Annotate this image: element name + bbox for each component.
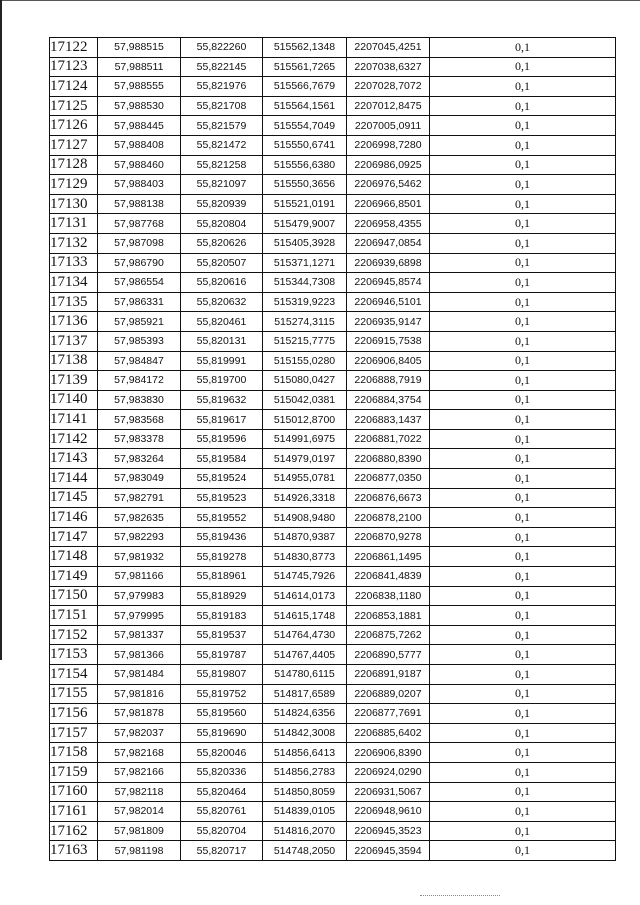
accuracy-cell: 0,1 [430, 802, 616, 822]
point-number-cell: 17135 [50, 292, 98, 312]
latitude-cell: 57,982118 [98, 782, 181, 802]
table-row [50, 38, 616, 58]
point-number-cell: 17130 [50, 194, 98, 214]
x-coordinate-cell: 515550,3656 [263, 175, 347, 195]
latitude-cell: 57,982791 [98, 488, 181, 508]
point-number-cell: 17139 [50, 371, 98, 391]
table-row [50, 782, 616, 802]
longitude-cell: 55,821097 [181, 175, 263, 195]
x-coordinate-cell: 514991,6975 [263, 429, 347, 449]
point-number-cell: 17148 [50, 547, 98, 567]
table-row [50, 292, 616, 312]
point-number-cell: 17142 [50, 429, 98, 449]
x-coordinate-cell: 515080,0427 [263, 371, 347, 391]
y-coordinate-cell: 2206841,4839 [347, 567, 430, 587]
accuracy-cell: 0,1 [430, 488, 616, 508]
accuracy-cell: 0,1 [430, 625, 616, 645]
longitude-cell: 55,820507 [181, 253, 263, 273]
x-coordinate-cell: 514745,7926 [263, 567, 347, 587]
y-coordinate-cell: 2206877,0350 [347, 469, 430, 489]
latitude-cell: 57,983378 [98, 429, 181, 449]
point-number-cell: 17125 [50, 96, 98, 116]
longitude-cell: 55,819632 [181, 390, 263, 410]
accuracy-cell: 0,1 [430, 586, 616, 606]
table-row [50, 841, 616, 861]
latitude-cell: 57,988138 [98, 194, 181, 214]
latitude-cell: 57,981166 [98, 567, 181, 587]
coordinates-table [49, 37, 616, 861]
latitude-cell: 57,984172 [98, 371, 181, 391]
accuracy-cell: 0,1 [430, 547, 616, 567]
y-coordinate-cell: 2206876,6673 [347, 488, 430, 508]
x-coordinate-cell: 515274,3115 [263, 312, 347, 332]
longitude-cell: 55,821976 [181, 77, 263, 97]
scan-artifact [420, 893, 500, 896]
accuracy-cell: 0,1 [430, 704, 616, 724]
y-coordinate-cell: 2206906,8405 [347, 351, 430, 371]
table-row [50, 665, 616, 685]
table-row [50, 449, 616, 469]
longitude-cell: 55,819807 [181, 665, 263, 685]
x-coordinate-cell: 515405,3928 [263, 233, 347, 253]
longitude-cell: 55,821258 [181, 155, 263, 175]
latitude-cell: 57,982166 [98, 762, 181, 782]
table-row [50, 469, 616, 489]
accuracy-cell: 0,1 [430, 233, 616, 253]
latitude-cell: 57,982635 [98, 508, 181, 528]
longitude-cell: 55,822260 [181, 38, 263, 58]
y-coordinate-cell: 2206870,9278 [347, 527, 430, 547]
x-coordinate-cell: 514979,0197 [263, 449, 347, 469]
longitude-cell: 55,819700 [181, 371, 263, 391]
y-coordinate-cell: 2206889,0207 [347, 684, 430, 704]
longitude-cell: 55,820616 [181, 273, 263, 293]
table-row [50, 606, 616, 626]
longitude-cell: 55,820939 [181, 194, 263, 214]
point-number-cell: 17146 [50, 508, 98, 528]
x-coordinate-cell: 515554,7049 [263, 116, 347, 136]
x-coordinate-cell: 514955,0781 [263, 469, 347, 489]
x-coordinate-cell: 515042,0381 [263, 390, 347, 410]
latitude-cell: 57,979995 [98, 606, 181, 626]
longitude-cell: 55,820632 [181, 292, 263, 312]
table-row [50, 214, 616, 234]
latitude-cell: 57,983264 [98, 449, 181, 469]
accuracy-cell: 0,1 [430, 116, 616, 136]
longitude-cell: 55,820046 [181, 743, 263, 763]
y-coordinate-cell: 2206881,7022 [347, 429, 430, 449]
x-coordinate-cell: 514926,3318 [263, 488, 347, 508]
latitude-cell: 57,981878 [98, 704, 181, 724]
x-coordinate-cell: 515550,6741 [263, 135, 347, 155]
table-row [50, 704, 616, 724]
latitude-cell: 57,986554 [98, 273, 181, 293]
accuracy-cell: 0,1 [430, 743, 616, 763]
point-number-cell: 17161 [50, 802, 98, 822]
point-number-cell: 17155 [50, 684, 98, 704]
y-coordinate-cell: 2206939,6898 [347, 253, 430, 273]
point-number-cell: 17134 [50, 273, 98, 293]
longitude-cell: 55,821708 [181, 96, 263, 116]
latitude-cell: 57,981816 [98, 684, 181, 704]
y-coordinate-cell: 2207028,7072 [347, 77, 430, 97]
page-top-edge [0, 0, 640, 1]
longitude-cell: 55,819584 [181, 449, 263, 469]
table-row [50, 645, 616, 665]
y-coordinate-cell: 2207045,4251 [347, 38, 430, 58]
accuracy-cell: 0,1 [430, 665, 616, 685]
point-number-cell: 17143 [50, 449, 98, 469]
point-number-cell: 17149 [50, 567, 98, 587]
point-number-cell: 17145 [50, 488, 98, 508]
longitude-cell: 55,819596 [181, 429, 263, 449]
latitude-cell: 57,985921 [98, 312, 181, 332]
longitude-cell: 55,820761 [181, 802, 263, 822]
table-row [50, 96, 616, 116]
longitude-cell: 55,821579 [181, 116, 263, 136]
point-number-cell: 17163 [50, 841, 98, 861]
accuracy-cell: 0,1 [430, 684, 616, 704]
y-coordinate-cell: 2206861,1495 [347, 547, 430, 567]
x-coordinate-cell: 514870,9387 [263, 527, 347, 547]
accuracy-cell: 0,1 [430, 312, 616, 332]
latitude-cell: 57,988555 [98, 77, 181, 97]
table-row [50, 135, 616, 155]
y-coordinate-cell: 2206958,4355 [347, 214, 430, 234]
table-row [50, 586, 616, 606]
latitude-cell: 57,982037 [98, 723, 181, 743]
table-row [50, 312, 616, 332]
x-coordinate-cell: 514842,3008 [263, 723, 347, 743]
latitude-cell: 57,981198 [98, 841, 181, 861]
longitude-cell: 55,822145 [181, 57, 263, 77]
y-coordinate-cell: 2206888,7919 [347, 371, 430, 391]
x-coordinate-cell: 515564,1561 [263, 96, 347, 116]
page-left-edge [0, 0, 2, 660]
latitude-cell: 57,979983 [98, 586, 181, 606]
point-number-cell: 17128 [50, 155, 98, 175]
point-number-cell: 17154 [50, 665, 98, 685]
accuracy-cell: 0,1 [430, 273, 616, 293]
longitude-cell: 55,819560 [181, 704, 263, 724]
y-coordinate-cell: 2206935,9147 [347, 312, 430, 332]
y-coordinate-cell: 2206853,1881 [347, 606, 430, 626]
y-coordinate-cell: 2206885,6402 [347, 723, 430, 743]
y-coordinate-cell: 2206838,1180 [347, 586, 430, 606]
longitude-cell: 55,819752 [181, 684, 263, 704]
table-row [50, 253, 616, 273]
x-coordinate-cell: 515155,0280 [263, 351, 347, 371]
x-coordinate-cell: 514767,4405 [263, 645, 347, 665]
latitude-cell: 57,986331 [98, 292, 181, 312]
point-number-cell: 17150 [50, 586, 98, 606]
table-row [50, 625, 616, 645]
table-row [50, 429, 616, 449]
x-coordinate-cell: 514856,2783 [263, 762, 347, 782]
accuracy-cell: 0,1 [430, 410, 616, 430]
longitude-cell: 55,820626 [181, 233, 263, 253]
table-row [50, 57, 616, 77]
longitude-cell: 55,819523 [181, 488, 263, 508]
accuracy-cell: 0,1 [430, 645, 616, 665]
latitude-cell: 57,981932 [98, 547, 181, 567]
longitude-cell: 55,819278 [181, 547, 263, 567]
x-coordinate-cell: 514780,6115 [263, 665, 347, 685]
table-row [50, 116, 616, 136]
point-number-cell: 17132 [50, 233, 98, 253]
point-number-cell: 17151 [50, 606, 98, 626]
latitude-cell: 57,983049 [98, 469, 181, 489]
longitude-cell: 55,820131 [181, 331, 263, 351]
latitude-cell: 57,988408 [98, 135, 181, 155]
longitude-cell: 55,820717 [181, 841, 263, 861]
x-coordinate-cell: 514839,0105 [263, 802, 347, 822]
point-number-cell: 17157 [50, 723, 98, 743]
longitude-cell: 55,819552 [181, 508, 263, 528]
point-number-cell: 17140 [50, 390, 98, 410]
latitude-cell: 57,985393 [98, 331, 181, 351]
y-coordinate-cell: 2206998,7280 [347, 135, 430, 155]
point-number-cell: 17136 [50, 312, 98, 332]
y-coordinate-cell: 2206947,0854 [347, 233, 430, 253]
longitude-cell: 55,819524 [181, 469, 263, 489]
x-coordinate-cell: 515479,9007 [263, 214, 347, 234]
point-number-cell: 17123 [50, 57, 98, 77]
table-row [50, 77, 616, 97]
x-coordinate-cell: 515521,0191 [263, 194, 347, 214]
point-number-cell: 17159 [50, 762, 98, 782]
latitude-cell: 57,981484 [98, 665, 181, 685]
latitude-cell: 57,983568 [98, 410, 181, 430]
accuracy-cell: 0,1 [430, 77, 616, 97]
latitude-cell: 57,982168 [98, 743, 181, 763]
longitude-cell: 55,819183 [181, 606, 263, 626]
longitude-cell: 55,820804 [181, 214, 263, 234]
table-row [50, 684, 616, 704]
y-coordinate-cell: 2206946,5101 [347, 292, 430, 312]
accuracy-cell: 0,1 [430, 449, 616, 469]
longitude-cell: 55,820464 [181, 782, 263, 802]
accuracy-cell: 0,1 [430, 429, 616, 449]
latitude-cell: 57,987098 [98, 233, 181, 253]
latitude-cell: 57,988530 [98, 96, 181, 116]
accuracy-cell: 0,1 [430, 351, 616, 371]
point-number-cell: 17127 [50, 135, 98, 155]
table-row [50, 802, 616, 822]
x-coordinate-cell: 514908,9480 [263, 508, 347, 528]
y-coordinate-cell: 2206966,8501 [347, 194, 430, 214]
y-coordinate-cell: 2206880,8390 [347, 449, 430, 469]
y-coordinate-cell: 2207038,6327 [347, 57, 430, 77]
point-number-cell: 17137 [50, 331, 98, 351]
longitude-cell: 55,819617 [181, 410, 263, 430]
table-row [50, 331, 616, 351]
table-row [50, 821, 616, 841]
accuracy-cell: 0,1 [430, 782, 616, 802]
point-number-cell: 17158 [50, 743, 98, 763]
accuracy-cell: 0,1 [430, 194, 616, 214]
y-coordinate-cell: 2206945,3594 [347, 841, 430, 861]
y-coordinate-cell: 2206948,9610 [347, 802, 430, 822]
y-coordinate-cell: 2207012,8475 [347, 96, 430, 116]
y-coordinate-cell: 2206924,0290 [347, 762, 430, 782]
x-coordinate-cell: 514850,8059 [263, 782, 347, 802]
x-coordinate-cell: 514615,1748 [263, 606, 347, 626]
accuracy-cell: 0,1 [430, 331, 616, 351]
latitude-cell: 57,981337 [98, 625, 181, 645]
point-number-cell: 17124 [50, 77, 98, 97]
table-row [50, 155, 616, 175]
x-coordinate-cell: 515562,1348 [263, 38, 347, 58]
point-number-cell: 17141 [50, 410, 98, 430]
accuracy-cell: 0,1 [430, 155, 616, 175]
table-row [50, 762, 616, 782]
latitude-cell: 57,987768 [98, 214, 181, 234]
table-row [50, 527, 616, 547]
longitude-cell: 55,819436 [181, 527, 263, 547]
point-number-cell: 17129 [50, 175, 98, 195]
y-coordinate-cell: 2206884,3754 [347, 390, 430, 410]
accuracy-cell: 0,1 [430, 567, 616, 587]
y-coordinate-cell: 2206891,9187 [347, 665, 430, 685]
point-number-cell: 17160 [50, 782, 98, 802]
table-row [50, 351, 616, 371]
x-coordinate-cell: 514816,2070 [263, 821, 347, 841]
table-body [50, 38, 616, 861]
y-coordinate-cell: 2206877,7691 [347, 704, 430, 724]
point-number-cell: 17138 [50, 351, 98, 371]
latitude-cell: 57,982014 [98, 802, 181, 822]
accuracy-cell: 0,1 [430, 762, 616, 782]
accuracy-cell: 0,1 [430, 292, 616, 312]
point-number-cell: 17147 [50, 527, 98, 547]
accuracy-cell: 0,1 [430, 606, 616, 626]
point-number-cell: 17162 [50, 821, 98, 841]
longitude-cell: 55,821472 [181, 135, 263, 155]
accuracy-cell: 0,1 [430, 96, 616, 116]
point-number-cell: 17133 [50, 253, 98, 273]
table-row [50, 273, 616, 293]
point-number-cell: 17131 [50, 214, 98, 234]
accuracy-cell: 0,1 [430, 527, 616, 547]
longitude-cell: 55,818961 [181, 567, 263, 587]
table-row [50, 390, 616, 410]
accuracy-cell: 0,1 [430, 38, 616, 58]
y-coordinate-cell: 2206875,7262 [347, 625, 430, 645]
accuracy-cell: 0,1 [430, 469, 616, 489]
table-row [50, 488, 616, 508]
accuracy-cell: 0,1 [430, 135, 616, 155]
longitude-cell: 55,819787 [181, 645, 263, 665]
x-coordinate-cell: 515556,6380 [263, 155, 347, 175]
y-coordinate-cell: 2206878,2100 [347, 508, 430, 528]
latitude-cell: 57,982293 [98, 527, 181, 547]
latitude-cell: 57,986790 [98, 253, 181, 273]
longitude-cell: 55,819537 [181, 625, 263, 645]
x-coordinate-cell: 514764,4730 [263, 625, 347, 645]
x-coordinate-cell: 515561,7265 [263, 57, 347, 77]
accuracy-cell: 0,1 [430, 821, 616, 841]
accuracy-cell: 0,1 [430, 508, 616, 528]
accuracy-cell: 0,1 [430, 253, 616, 273]
longitude-cell: 55,820336 [181, 762, 263, 782]
y-coordinate-cell: 2206986,0925 [347, 155, 430, 175]
point-number-cell: 17122 [50, 38, 98, 58]
table-row [50, 410, 616, 430]
x-coordinate-cell: 514856,6413 [263, 743, 347, 763]
y-coordinate-cell: 2206945,3523 [347, 821, 430, 841]
y-coordinate-cell: 2206883,1437 [347, 410, 430, 430]
table-row [50, 743, 616, 763]
latitude-cell: 57,981809 [98, 821, 181, 841]
x-coordinate-cell: 515319,9223 [263, 292, 347, 312]
accuracy-cell: 0,1 [430, 841, 616, 861]
x-coordinate-cell: 515371,1271 [263, 253, 347, 273]
y-coordinate-cell: 2206931,5067 [347, 782, 430, 802]
point-number-cell: 17156 [50, 704, 98, 724]
point-number-cell: 17152 [50, 625, 98, 645]
accuracy-cell: 0,1 [430, 371, 616, 391]
y-coordinate-cell: 2206945,8574 [347, 273, 430, 293]
x-coordinate-cell: 515566,7679 [263, 77, 347, 97]
accuracy-cell: 0,1 [430, 214, 616, 234]
x-coordinate-cell: 514824,6356 [263, 704, 347, 724]
table-row [50, 233, 616, 253]
latitude-cell: 57,984847 [98, 351, 181, 371]
x-coordinate-cell: 514748,2050 [263, 841, 347, 861]
y-coordinate-cell: 2206915,7538 [347, 331, 430, 351]
point-number-cell: 17144 [50, 469, 98, 489]
table-row [50, 175, 616, 195]
latitude-cell: 57,988460 [98, 155, 181, 175]
x-coordinate-cell: 515012,8700 [263, 410, 347, 430]
latitude-cell: 57,988515 [98, 38, 181, 58]
table-row [50, 723, 616, 743]
accuracy-cell: 0,1 [430, 723, 616, 743]
x-coordinate-cell: 515215,7775 [263, 331, 347, 351]
latitude-cell: 57,983830 [98, 390, 181, 410]
table-row [50, 508, 616, 528]
table-row [50, 371, 616, 391]
y-coordinate-cell: 2206906,8390 [347, 743, 430, 763]
longitude-cell: 55,820704 [181, 821, 263, 841]
accuracy-cell: 0,1 [430, 175, 616, 195]
point-number-cell: 17153 [50, 645, 98, 665]
longitude-cell: 55,820461 [181, 312, 263, 332]
accuracy-cell: 0,1 [430, 57, 616, 77]
point-number-cell: 17126 [50, 116, 98, 136]
table-row [50, 194, 616, 214]
table-row [50, 547, 616, 567]
table-row [50, 567, 616, 587]
longitude-cell: 55,819690 [181, 723, 263, 743]
x-coordinate-cell: 514614,0173 [263, 586, 347, 606]
latitude-cell: 57,988445 [98, 116, 181, 136]
x-coordinate-cell: 514817,6589 [263, 684, 347, 704]
x-coordinate-cell: 515344,7308 [263, 273, 347, 293]
y-coordinate-cell: 2206976,5462 [347, 175, 430, 195]
latitude-cell: 57,988403 [98, 175, 181, 195]
accuracy-cell: 0,1 [430, 390, 616, 410]
latitude-cell: 57,988511 [98, 57, 181, 77]
longitude-cell: 55,818929 [181, 586, 263, 606]
y-coordinate-cell: 2206890,5777 [347, 645, 430, 665]
longitude-cell: 55,819991 [181, 351, 263, 371]
latitude-cell: 57,981366 [98, 645, 181, 665]
y-coordinate-cell: 2207005,0911 [347, 116, 430, 136]
x-coordinate-cell: 514830,8773 [263, 547, 347, 567]
